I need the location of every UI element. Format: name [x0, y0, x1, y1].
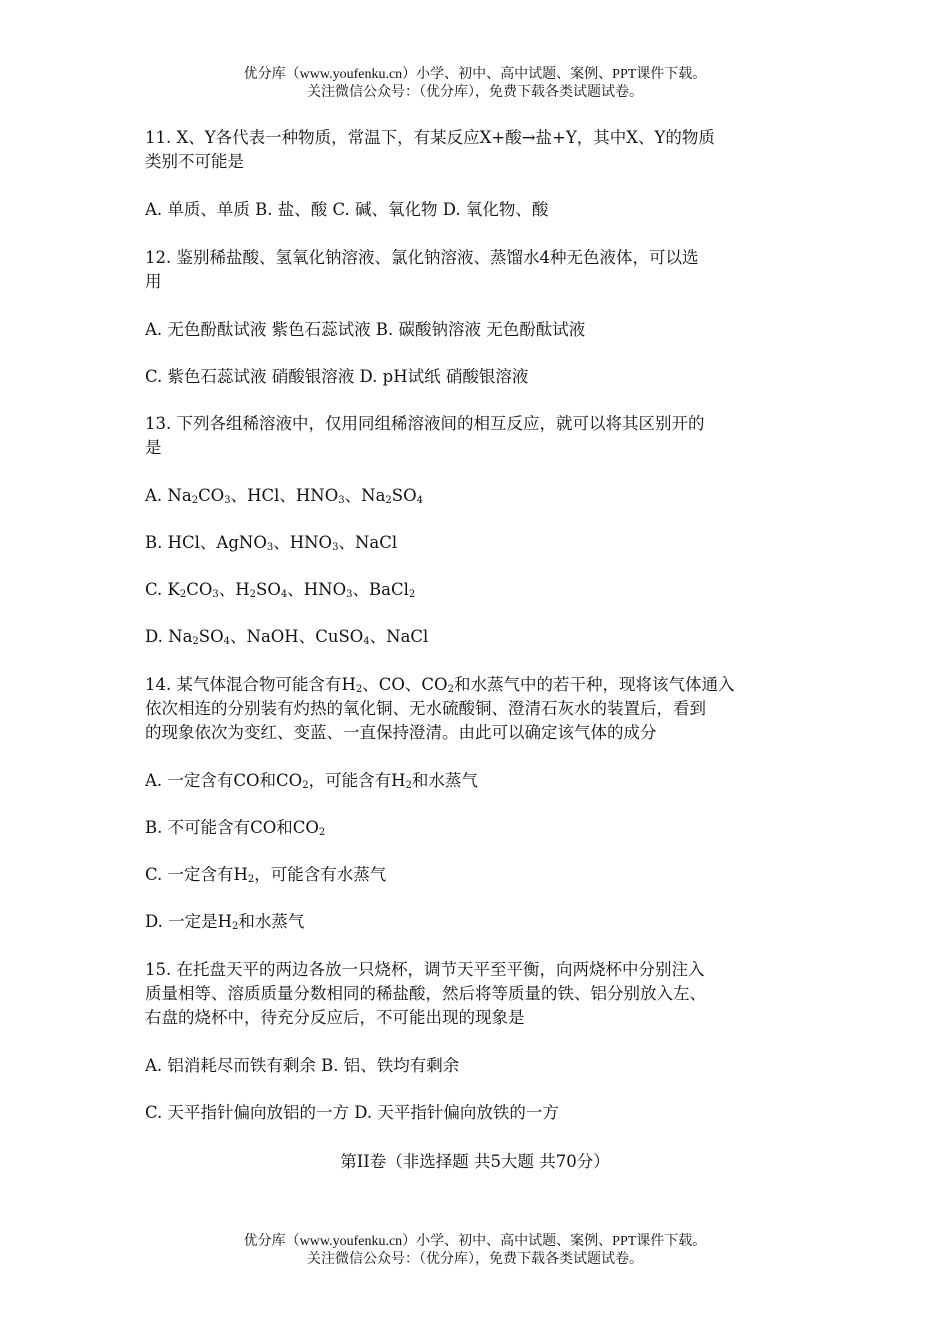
section-title: 第II卷（非选择题 共5大题 共70分）	[340, 1152, 610, 1171]
q14-option-b: B. 不可能含有CO和$CO_2$	[145, 818, 326, 838]
q13-option-d: D. $Na_2SO_4$、NaOH、CuSO$_4$、NaCl	[145, 627, 429, 647]
q13-option-b: B. HCl、AgNO$_3$、$HNO_3$、NaCl	[145, 533, 398, 553]
q13-stem-line-2: 是	[145, 438, 162, 457]
q12-stem-line-1: 12. 鉴别稀盐酸、氢氧化钠溶液、氯化钠溶液、蒸馏水4种无色液体，可以选	[145, 248, 699, 267]
q15-options-cd: C. 天平指针偏向放铝的一方 D. 天平指针偏向放铁的一方	[145, 1103, 559, 1122]
q14-option-a: A. 一定含有CO和$CO_2$，可能含有$H_2$和水蒸气	[145, 771, 478, 791]
q11-options: A. 单质、单质 B. 盐、酸 C. 碱、氧化物 D. 氧化物、酸	[145, 200, 549, 219]
page-footer	[0, 1233, 950, 1269]
footer-line-2: 关注微信公众号：（优分库），免费下载各类试题试卷。	[307, 1252, 643, 1267]
q14-stem-line-3: 的现象依次为变红、变蓝、一直保持澄清。由此可以确定该气体的成分	[145, 723, 657, 742]
q13-option-a: A. $Na_2CO_3$、HCl、$HNO_3$、$Na_2SO_4$	[145, 486, 423, 506]
q14-stem-line-2: 依次相连的分别装有灼热的氧化铜、无水硫酸铜、澄清石灰水的装置后，看到	[145, 699, 706, 718]
q12-options-ab: A. 无色酚酞试液 紫色石蕊试液 B. 碳酸钠溶液 无色酚酞试液	[145, 320, 586, 339]
q12-options-cd: C. 紫色石蕊试液 硝酸银溶液 D. pH试纸 硝酸银溶液	[145, 367, 529, 386]
q11-stem-line-2: 类别不可能是	[145, 152, 244, 171]
q13-option-c: C. $K_2CO_3$、$H_2SO_4$、$HNO_3$、BaCl$_2$	[145, 580, 416, 600]
header-line-2: 关注微信公众号：（优分库），免费下载各类试题试卷。	[307, 85, 643, 100]
q15-options-ab: A. 铝消耗尽而铁有剩余 B. 铝、铁均有剩余	[145, 1056, 460, 1075]
q11-stem-line-1: 11. X、Y各代表一种物质，常温下，有某反应X+酸→盐+Y，其中X、Y的物质	[145, 128, 715, 147]
footer-line-1: 优分库（www.youfenku.cn）小学、初中、高中试题、案例、PPT课件下载。	[243, 1234, 707, 1249]
q15-stem-line-2: 质量相等、溶质质量分数相同的稀盐酸，然后将等质量的铁、铝分别放入左、	[145, 984, 706, 1003]
q14-option-c: C. 一定含有$H_2$，可能含有水蒸气	[145, 865, 387, 885]
page-header	[0, 66, 950, 102]
q14-stem-line-1: 14. 某气体混合物可能含有$H_2$、CO、$CO_2$和水蒸气中的若干种，现将该气体通入	[145, 675, 735, 695]
q15-stem-line-3: 右盘的烧杯中，待充分反应后，不可能出现的现象是	[145, 1008, 525, 1027]
q13-stem-line-1: 13. 下列各组稀溶液中，仅用同组稀溶液间的相互反应，就可以将其区别开的	[145, 414, 705, 433]
q14-option-d: D. 一定是$H_2$和水蒸气	[145, 912, 305, 932]
header-line-1: 优分库（www.youfenku.cn）小学、初中、高中试题、案例、PPT课件下载。	[243, 67, 707, 82]
q12-stem-line-2: 用	[145, 272, 162, 291]
q15-stem-line-1: 15. 在托盘天平的两边各放一只烧杯，调节天平至平衡，向两烧杯中分别注入	[145, 960, 705, 979]
